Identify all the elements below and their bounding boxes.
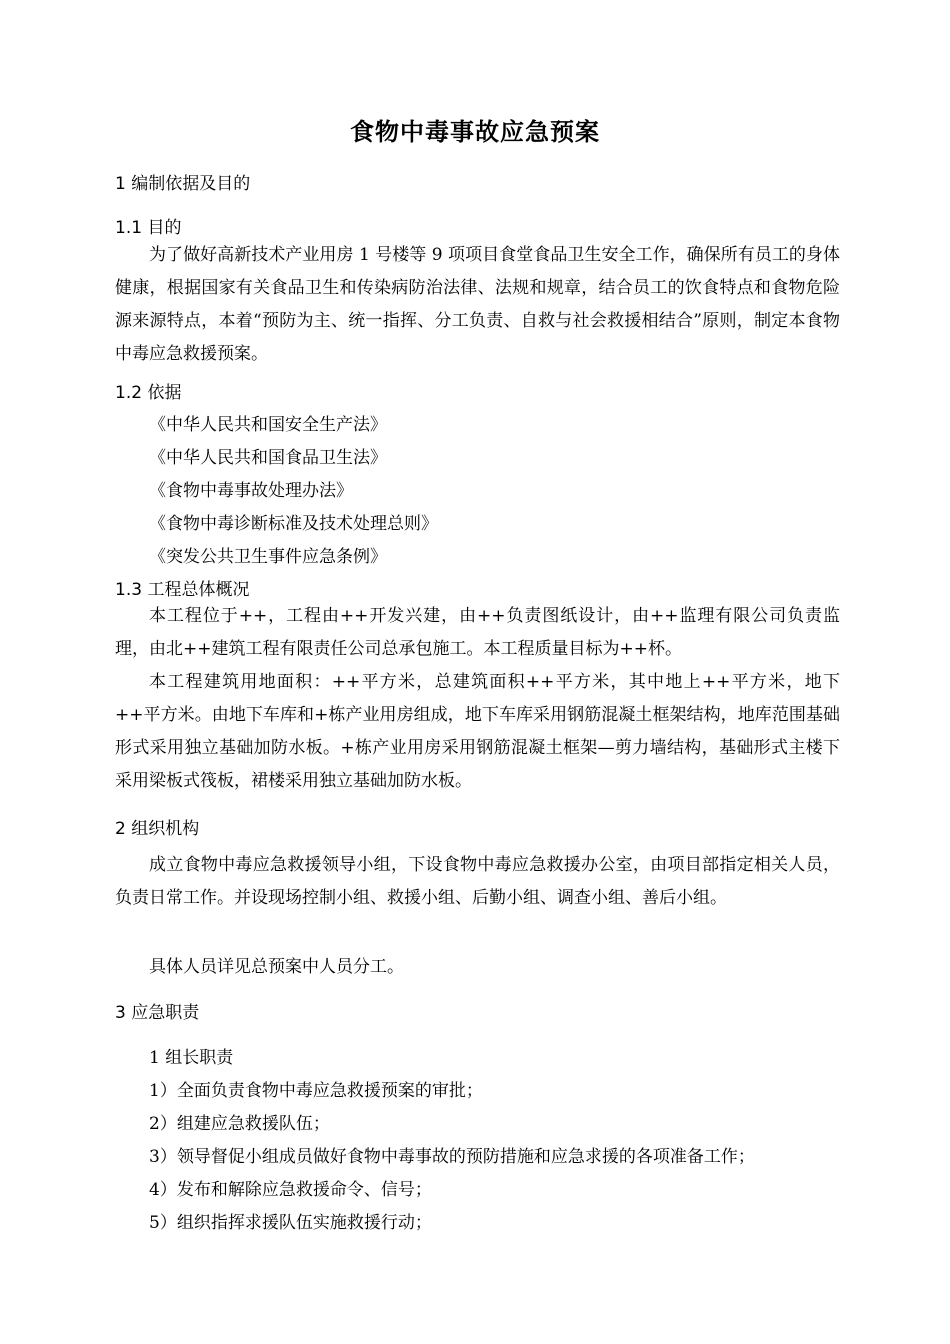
section-3-heading: 3 应急职责 xyxy=(115,1003,200,1023)
duty-item: 5）组织指挥求援队伍实施救援行动； xyxy=(149,1213,432,1233)
document-title: 食物中毒事故应急预案 xyxy=(350,118,600,146)
section-1-heading: 1 编制依据及目的 xyxy=(115,174,251,194)
duty-item: 2）组建应急救援队伍； xyxy=(149,1114,330,1134)
section-1-1-paragraph: 为了做好高新技术产业用房 1 号楼等 9 项项目食堂食品卫生安全工作，确保所有员工的身体健康，根据国家有关食品卫生和传染病防治法律、法规和规章，结合员工的饮食特点和食物危险源来源特点，本着“预防为主、统一指挥、分工负责、自救与社会救援相结合”原则，制定本食物中毒应急救援预案。 xyxy=(115,245,840,364)
law-item: 《突发公共卫生事件应急条例》 xyxy=(149,547,387,567)
law-item: 《中华人民共和国食品卫生法》 xyxy=(149,448,387,468)
law-item: 《食物中毒事故处理办法》 xyxy=(149,481,353,501)
section-1-3-paragraph-1: 本工程位于++，工程由++开发兴建，由++负责图纸设计，由++监理有限公司负责监理，由北++建筑工程有限责任公司总承包施工。本工程质量目标为++杯。 xyxy=(115,606,840,659)
duty-item: 1）全面负责食物中毒应急救援预案的审批； xyxy=(149,1081,483,1101)
section-3-subheading: 1 组长职责 xyxy=(149,1048,234,1068)
duty-item: 3）领导督促小组成员做好食物中毒事故的预防措施和应急求援的各项准备工作； xyxy=(149,1147,755,1167)
section-1-1-heading: 1.1 目的 xyxy=(115,218,182,238)
section-1-3-heading: 1.3 工程总体概况 xyxy=(115,580,250,600)
law-item: 《食物中毒诊断标准及技术处理总则》 xyxy=(149,514,438,534)
section-1-2-heading: 1.2 依据 xyxy=(115,383,182,403)
duty-item: 4）发布和解除应急救援命令、信号； xyxy=(149,1180,432,1200)
section-2-paragraph-2: 具体人员详见总预案中人员分工。 xyxy=(149,957,404,977)
section-2-paragraph-1: 成立食物中毒应急救援领导小组，下设食物中毒应急救援办公室，由项目部指定相关人员，负责日常工作。并设现场控制小组、救援小组、后勤小组、调查小组、善后小组。 xyxy=(115,855,840,908)
section-2-heading: 2 组织机构 xyxy=(115,819,200,839)
law-item: 《中华人民共和国安全生产法》 xyxy=(149,415,387,435)
section-1-3-paragraph-2: 本工程建筑用地面积：++平方米，总建筑面积++平方米，其中地上++平方米，地下++平方米。由地下车库和+栋产业用房组成，地下车库采用钢筋混凝土框架结构，地库范围基础形式采用独立基础加防水板。+栋产业用房采用钢筋混凝土框架—剪力墙结构，基础形式主楼下采用梁板式筏板，裙楼采用独立基础加防水板。 xyxy=(115,672,840,791)
